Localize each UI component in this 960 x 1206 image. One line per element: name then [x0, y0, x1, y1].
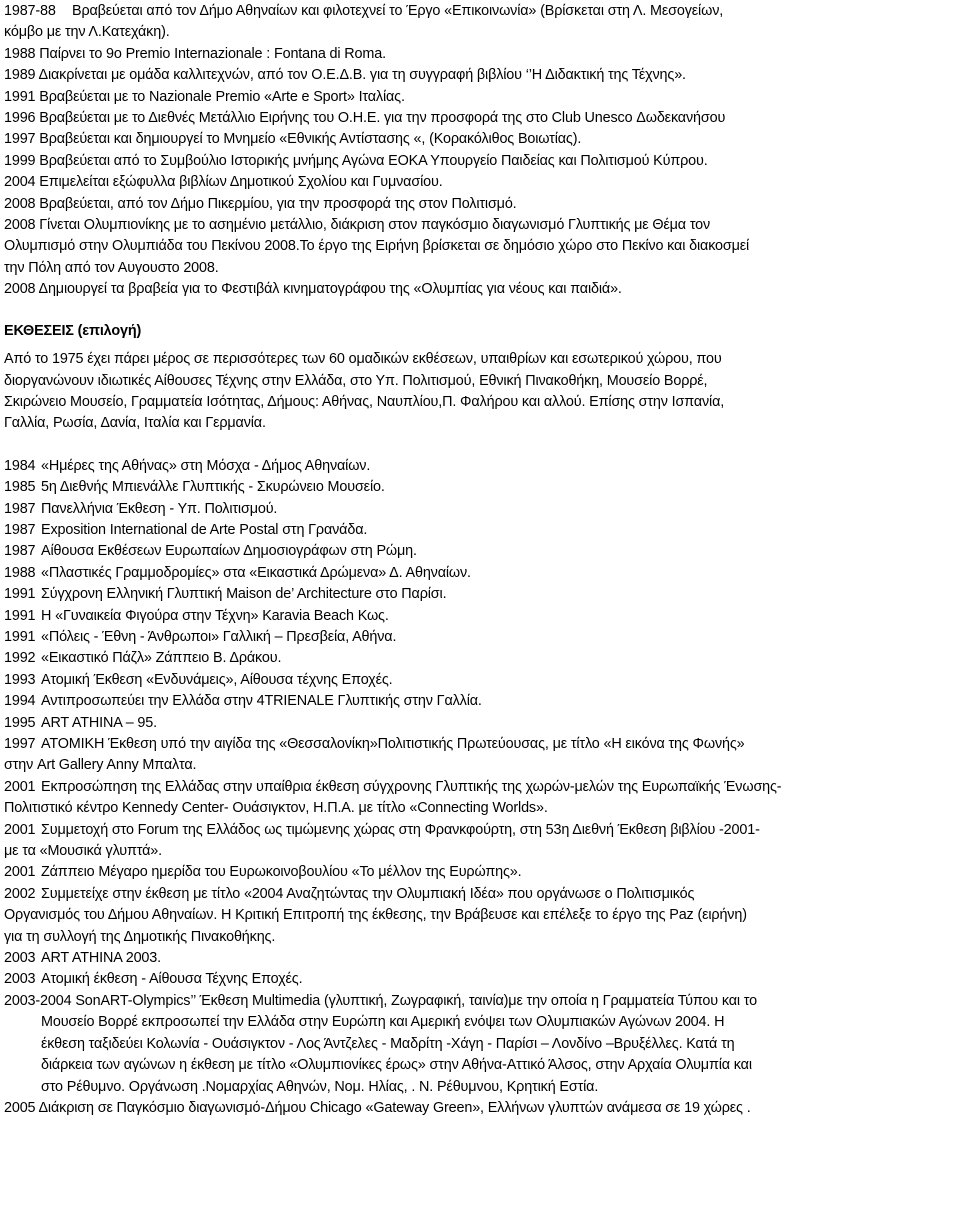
award-entry — [4, 172, 956, 193]
exhibition-year: 2001 — [4, 821, 36, 838]
exhibition-text-continued: στην Art Gallery Anny Μπαλτα. — [4, 757, 197, 774]
exhibition-text-continued: με τα «Μουσικά γλυπτά». — [4, 843, 162, 860]
award-text: Παίρνει το 9ο Premio Internazionale : Fontana di Roma. — [39, 45, 386, 62]
exhibition-text: Πανελλήνια Έκθεση - Υπ. Πολιτισμού. — [41, 500, 278, 517]
award-entry — [4, 279, 956, 300]
exhibition-text: «Πόλεις - Έθνη - Άνθρωποι» Γαλλική – Πρεσβεία, Αθήνα. — [41, 628, 397, 645]
exhibition-entry — [4, 820, 956, 841]
exhibition-text: ART ATHINA – 95. — [41, 714, 157, 731]
exhibition-text: Αντιπροσωπεύει την Ελλάδα στην 4TRIENALE Γλυπτικής στην Γαλλία. — [41, 693, 482, 710]
exhibition-entry — [4, 734, 956, 755]
exhibition-text: Αίθουσα Εκθέσεων Ευρωπαίων Δημοσιογράφων στη Ρώμη. — [41, 543, 417, 560]
awards-section — [4, 0, 956, 301]
intro-line: Σκιρώνειο Μουσείο, Γραμματεία Ισότητας, Δήμους: Αθήνας, Ναυπλίου,Π. Φαλήρου και αλλού. Επίσης στην Ισπανία, — [4, 393, 725, 410]
exhibition-year: 1997 — [4, 736, 36, 752]
exhibition-year: 1995 — [4, 714, 36, 731]
award-entry — [4, 87, 956, 108]
exhibition-text: «Πλαστικές Γραμμοδρομίες» στα «Εικαστικά Δρώμενα» Δ. Αθηναίων. — [41, 564, 471, 581]
exhibition-year: 1993 — [4, 671, 36, 688]
award-year: 2004 — [4, 174, 36, 191]
exhibition-entry — [4, 713, 956, 734]
award-year: 1988 — [4, 45, 36, 62]
exhibition-entry — [4, 691, 956, 712]
exhibition-entry — [4, 584, 956, 605]
award-year: 2008 — [4, 217, 36, 234]
exhibition-year: 1991 — [4, 586, 36, 603]
award-year: 2008 — [4, 195, 36, 212]
exhibition-year: 1994 — [4, 693, 36, 710]
award-text: Δημιουργεί τα βραβεία για το Φεστιβάλ κινηματογράφου της «Ολυμπίας για νέους και παιδιά». — [38, 281, 622, 298]
award-entry — [4, 215, 956, 236]
award-text: Διακρίνεται με ομάδα καλλιτεχνών, από τον Ο.Ε.Δ.Β. για τη συγγραφή βιβλίου ‘’Η Διδακτική της Τέχνης». — [38, 67, 686, 84]
exhibition-text: Εκπροσώπηση της Ελλάδας στην υπαίθρια έκθεση σύγχρονης Γλυπτικής της χωρών-μελών της Ευρωπαϊκής Ένωσης- — [41, 778, 782, 795]
exhibition-entry — [4, 563, 956, 584]
exhibition-year: 1987 — [4, 500, 36, 517]
exhibition-text: ΑΤΟΜΙΚΗ Έκθεση υπό την αιγίδα της «Θεσσαλονίκη»Πολιτιστικής Πρωτεύουσας, με τίτλο «Η εικόνα της Φωνής» — [41, 736, 745, 752]
exhibition-2003-2004-rest — [4, 1012, 956, 1098]
exhibition-text: ART ATHINA 2003. — [41, 950, 161, 967]
exhibition-year: 1991 — [4, 628, 36, 645]
exhibitions-list — [4, 456, 956, 991]
award-entry — [4, 151, 956, 172]
exhibition-text: Συμμετοχή στο Forum της Ελλάδος ως τιμώμενης χώρας στη Φρανκφούρτη, στη 53η Διεθνή Έκθεση βιβλίου -2001- — [41, 821, 760, 838]
exhibition-year: 2001 — [4, 864, 36, 881]
exhibition-text-continued: στο Ρέθυμνο. Οργάνωση .Νομαρχίας Αθηνών, Νομ. Ηλίας, . Ν. Ρέθυμνου, Κρητική Εστία. — [41, 1078, 599, 1095]
exhibition-year: 1984 — [4, 457, 36, 474]
award-year: 2008 — [4, 281, 36, 298]
exhibitions-intro — [4, 349, 956, 435]
exhibition-text: «Εικαστικό Πάζλ» Ζάππειο Β. Δράκου. — [41, 650, 282, 667]
award-year: 1989 — [4, 67, 36, 84]
award-text: Βραβεύεται από το Συμβούλιο Ιστορικής μνήμης Αγώνα ΕΟΚΑ Υπουργείο Παιδείας και Πολιτισμού Κύπρου. — [39, 152, 708, 169]
award-entry — [4, 65, 956, 86]
exhibition-text: «Ημέρες της Αθήνας» στη Μόσχα - Δήμος Αθηναίων. — [41, 457, 371, 474]
exhibition-entry — [4, 477, 956, 498]
exhibition-text-continued: έκθεση ταξιδεύει Κολωνία - Ουάσιγκτον - Λος Άντζελες - Μαδρίτη -Χάγη - Παρίσι – Λονδίνο –Βρυξέλλες. Κατά τη — [41, 1035, 735, 1052]
award-year: 1996 — [4, 110, 36, 127]
exhibition-text: Exposition International de Arte Postal στη Γρανάδα. — [41, 521, 368, 538]
award-text: Βραβεύεται και δημιουργεί το Μνημείο «Εθνικής Αντίστασης «, (Κορακόλιθος Βοιωτίας). — [39, 131, 582, 148]
award-entry — [4, 194, 956, 215]
award-year: 1987-88 — [4, 3, 56, 19]
exhibition-text: Ζάππειο Μέγαρο ημερίδα του Ευρωκοινοβουλίου «Το μέλλον της Ευρώπης». — [41, 864, 522, 881]
exhibition-text: Ατομική Έκθεση «Ενδυνάμεις», Αίθουσα τέχνης Εποχές. — [41, 671, 393, 688]
exhibition-text-continued: διάρκεια των αγώνων η έκθεση με τίτλο «Ολυμπιονίκες έρως» στην Αθήνα-Αττικό Άλσος, στην Αρχαία Ολυμπία και — [41, 1057, 752, 1074]
exhibition-entry — [4, 606, 956, 627]
exhibition-year: 1987 — [4, 543, 36, 560]
award-entry — [4, 108, 956, 129]
exhibition-2003-2004-first: 2003-2004 SonART-Olympics’’ Έκθεση Multimedia (γλυπτική, Ζωγραφική, ταινία)με την οποία η Γραμματεία Τύπου και το — [4, 992, 757, 1009]
exhibition-entry — [4, 520, 956, 541]
exhibition-year: 2003 — [4, 971, 36, 988]
exhibition-entry — [4, 862, 956, 883]
exhibition-year: 2002 — [4, 885, 36, 902]
exhibition-text: Συμμετείχε στην έκθεση με τίτλο «2004 Αναζητώντας την Ολυμπιακή Ιδέα» που οργάνωσε ο Πολιτισμικός — [41, 885, 695, 902]
award-text: Βραβεύεται με το Διεθνές Μετάλλιο Ειρήνης του Ο.Η.Ε. για την προσφορά της στο Club Unesco Δωδεκανήσου — [39, 110, 726, 127]
exhibition-year: 2001 — [4, 778, 36, 795]
award-text-continued: Ολυμπισμό στην Ολυμπιάδα του Πεκίνου 2008.Το έργο της Ειρήνη βρίσκεται σε δημόσιο χώρο στο Πεκίνο και διακοσμεί — [4, 238, 750, 255]
exhibition-entry — [4, 648, 956, 669]
exhibition-entry — [4, 670, 956, 691]
award-text-continued: την Πόλη από τον Αυγουστο 2008. — [4, 259, 219, 276]
award-text: Γίνεται Ολυμπιονίκης με το ασημένιο μετάλλιο, διάκριση στον παγκόσμιο διαγωνισμό Γλυπτικής με Θέμα τον — [39, 217, 711, 234]
exhibition-entry — [4, 627, 956, 648]
exhibition-entry — [4, 969, 956, 990]
exhibition-entry — [4, 456, 956, 477]
exhibition-year: 1988 — [4, 564, 36, 581]
exhibition-year: 1987 — [4, 521, 36, 538]
award-text: Επιμελείται εξώφυλλα βιβλίων Δημοτικού Σχολίου και Γυμνασίου. — [39, 174, 443, 191]
award-year: 1999 — [4, 152, 36, 169]
exhibitions-section — [4, 321, 956, 1120]
award-text-continued: κόμβο με την Λ.Κατεχάκη). — [4, 24, 170, 41]
award-entry — [4, 129, 956, 150]
award-text: Βραβεύεται από τον Δήμο Αθηναίων και φιλοτεχνεί το Έργο «Επικοινωνία» (Βρίσκεται στη Λ. Μεσογείων, — [72, 3, 724, 19]
exhibition-text-continued: για τη συλλογή της Δημοτικής Πινακοθήκης. — [4, 928, 276, 945]
exhibition-entry — [4, 884, 956, 905]
exhibition-text: Η «Γυναικεία Φιγούρα στην Τέχνη» Karavia Beach Κως. — [41, 607, 389, 624]
award-year: 1997 — [4, 131, 36, 148]
intro-line: διοργανώνουν ιδιωτικές Αίθουσες Τέχνης στην Ελλάδα, στο Υπ. Πολιτισμού, Εθνική Πινακοθήκη, Μουσείο Βορρέ, — [4, 372, 708, 389]
exhibition-year: 1985 — [4, 479, 36, 496]
intro-line: Από το 1975 έχει πάρει μέρος σε περισσότερες των 60 ομαδικών εκθέσεων, υπαιθρίων και εσωτερικού χώρου, που — [4, 351, 722, 368]
exhibition-entry — [4, 541, 956, 562]
exhibition-year: 1991 — [4, 607, 36, 624]
exhibition-2005: 2005 Διάκριση σε Παγκόσμιο διαγωνισμό-Δήμου Chicago «Gateway Green», Ελλήνων γλυπτών ανάμεσα σε 19 χώρες . — [4, 1099, 751, 1116]
exhibition-entry — [4, 948, 956, 969]
exhibition-text: Ατομική έκθεση - Αίθουσα Τέχνης Εποχές. — [41, 971, 303, 988]
award-entry — [4, 44, 956, 65]
award-year: 1991 — [4, 88, 36, 105]
exhibition-text: Σύγχρονη Ελληνική Γλυπτική Maison de’ Architecture στο Παρίσι. — [41, 586, 447, 603]
award-text: Βραβεύεται, από τον Δήμο Πικερμίου, για την προσφορά της στον Πολιτισμό. — [39, 195, 517, 212]
exhibition-text-continued: Μουσείο Βορρέ εκπροσωπεί την Ελλάδα στην Ευρώπη και Αμερική ενόψει των Ολυμπιακών Αγώνων 2004. Η — [41, 1014, 725, 1031]
intro-line: Γαλλία, Ρωσία, Δανία, Ιταλία και Γερμανία. — [4, 415, 266, 432]
exhibition-entry — [4, 499, 956, 520]
award-entry — [4, 1, 956, 22]
exhibition-text-continued: Οργανισμός του Δήμου Αθηναίων. Η Κριτική Επιτροπή της έκθεσης, την Βράβευσε και επέλεξε το έργο της Paz (ειρήνη) — [4, 907, 747, 924]
exhibition-year: 1992 — [4, 650, 36, 667]
award-text: Βραβεύεται με το Nazionale Premio «Arte e Sport» Ιταλίας. — [39, 88, 405, 105]
exhibition-text: 5η Διεθνής Μπιενάλλε Γλυπτικής - Σκυρώνειο Μουσείο. — [41, 479, 385, 496]
exhibition-year: 2003 — [4, 950, 36, 967]
section-heading: ΕΚΘΕΣΕΙΣ (επιλογή) — [4, 322, 142, 339]
exhibition-entry — [4, 777, 956, 798]
exhibition-text-continued: Πολιτιστικό κέντρο Kennedy Center- Ουάσιγκτον, Η.Π.Α. με τίτλο «Connecting Worlds». — [4, 800, 548, 817]
